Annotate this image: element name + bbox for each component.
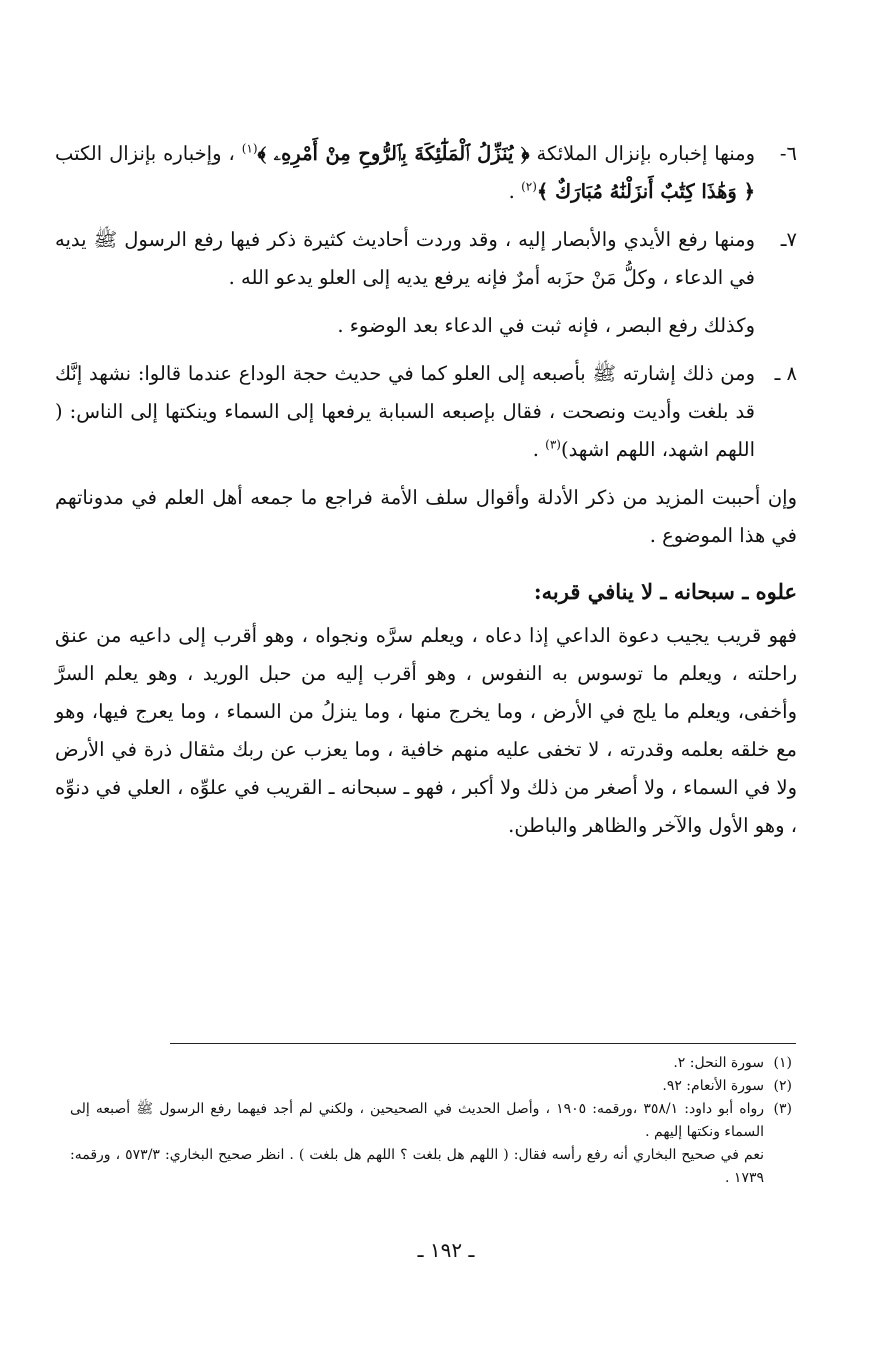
item-text: ومنها رفع الأيدي والأبصار إليه ، وقد وردت أحاديث كثيرة ذكر فيها رفع الرسول ﷺ يديه في الدعاء ، وكلُّ مَنْ حزَبه أمرٌ فإنه يرفع يديه إلى العلو يدعو الله . [55, 228, 755, 289]
quran-verse: ﴿ يُنَزِّلُ ٱلْمَلَٰٓئِكَةَ بِٱلرُّوحِ مِنْ أَمْرِهِۦ ﴾ [257, 142, 530, 165]
page-number: ـ ١٩٢ ـ [417, 1238, 475, 1262]
section-paragraph: فهو قريب يجيب دعوة الداعي إذا دعاه ، ويعلم سرَّه ونجواه ، وهو أقرب إلى داعيه من عنق راحلته ، ويعلم ما توسوس به النفوس ، وهو أقرب إليه من حبل الوريد ، وهو يعلم السرَّ وأخفى، ويعلم ما يلج في الأرض ، وما يخرج منها ، وما ينزلُ من السماء ، وما يعرج فيها، وهو مع خلقه بعلمه وقدرته ، لا تخفى عليه منهم خافية ، وما يعزب عن ربك مثقال ذرة في الأرض ولا في السماء ، ولا أصغر من ذلك ولا أكبر ، فهو ـ سبحانه ـ القريب في علوِّه ، العلي في دنوِّه ، وهو الأول والآخر والظاهر والباطن. [55, 624, 797, 837]
list-item-7 [55, 221, 797, 297]
footnote-3-continued [70, 1144, 792, 1190]
list-item-8 [55, 355, 797, 469]
item-number: ٨ ـ [774, 362, 797, 385]
footnote-ref[interactable]: (٢) [521, 179, 537, 194]
sub-paragraph: وكذلك رفع البصر ، فإنه ثبت في الدعاء بعد الوضوء . [337, 314, 755, 337]
footnote-ref[interactable]: (٣) [545, 437, 561, 452]
footnote-text: سورة النحل: ٢. [673, 1055, 764, 1071]
footnote-number: (٢) [773, 1078, 792, 1094]
footnote-number: (٣) [773, 1101, 792, 1117]
item-text: . [532, 438, 539, 461]
closing-paragraph: وإن أحببت المزيد من ذكر الأدلة وأقوال سلف الأمة فراجع ما جمعه أهل العلم في مدوناتهم في هذا الموضوع . [55, 486, 797, 547]
footnotes [70, 1052, 792, 1190]
item-text: ومن ذلك إشارته ﷺ بأصبعه إلى العلو كما في حديث حجة الوداع عندما قالوا: نشهد إنَّك قد بلغت وأديت ونصحت ، فقال بإصبعه السبابة يرفعها إلى السماء وينكتها إلى الناس: ( اللهم اشهد، اللهم اشهد) [55, 362, 755, 461]
footnote-number: (١) [773, 1055, 792, 1071]
footnote-ref[interactable]: (١) [241, 141, 258, 156]
item-text: . [508, 180, 515, 203]
list-item-6 [55, 135, 797, 211]
footnote-divider [170, 1043, 796, 1044]
section-heading: علوه ـ سبحانه ـ لا ينافي قربه: [533, 579, 797, 604]
item-text: ، وإخباره بإنزال الكتب [55, 142, 235, 165]
footnote-1 [70, 1052, 792, 1075]
main-text [55, 135, 797, 855]
item-number: ٧ـ [780, 228, 797, 251]
footnote-3 [70, 1098, 792, 1144]
footnote-text: رواه أبو داود: ٣٥٨/١ ،ورقمه: ١٩٠٥ ، وأصل الحديث في الصحيحين ، ولكني لم أجد فيهما رفع الرسول ﷺ أصبعه إلى السماء ونكتها إليهم . [70, 1101, 764, 1140]
footnote-2 [70, 1075, 792, 1098]
item-text: ومنها إخباره بإنزال الملائكة [536, 142, 755, 165]
footnote-text: سورة الأنعام: ٩٢. [662, 1078, 764, 1094]
quran-verse: ﴿ وَهَٰذَا كِتَٰبٌ أَنزَلْنَٰهُ مُبَارَكٌ ﴾ [536, 180, 755, 203]
item-number: ٦- [779, 142, 797, 165]
footnote-text: نعم في صحيح البخاري أنه رفع رأسه فقال: ( اللهم هل بلغت ؟ اللهم هل بلغت ) . انظر صحيح البخاري: ٥٧٣/٣ ، ورقمه: ١٧٣٩ . [70, 1147, 764, 1186]
